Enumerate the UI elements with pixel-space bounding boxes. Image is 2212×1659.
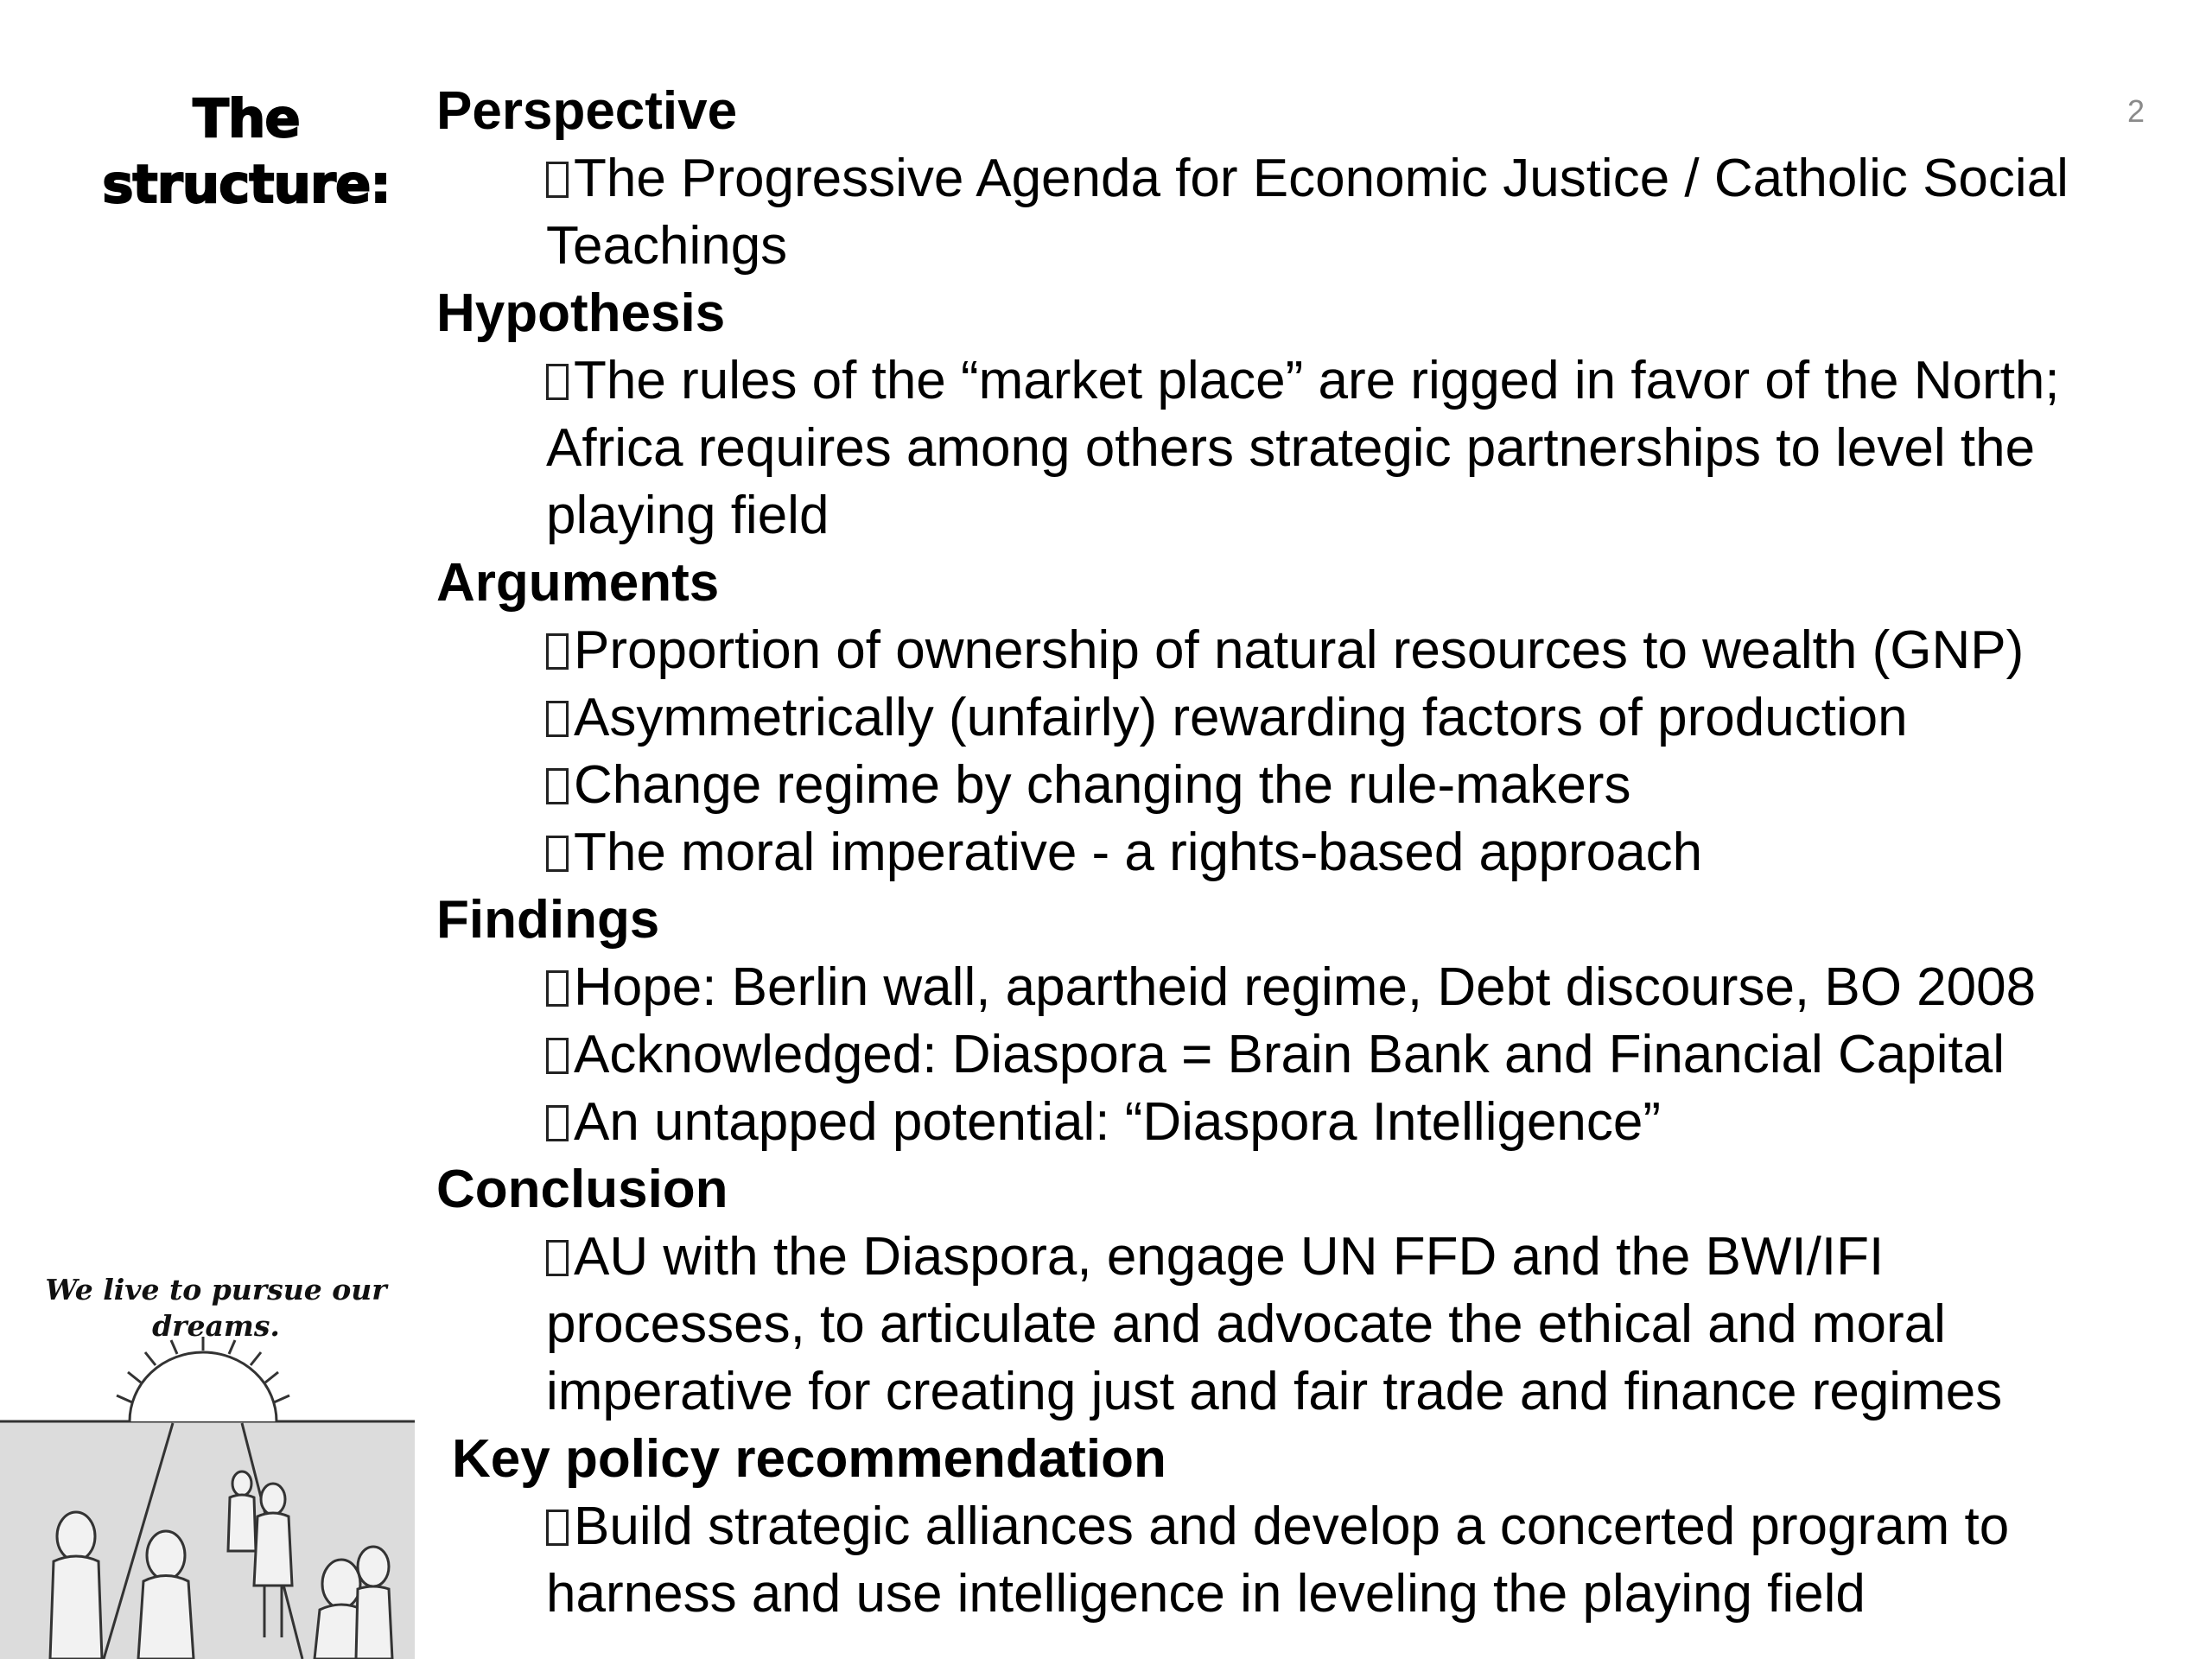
section-heading: Perspective <box>436 81 738 141</box>
sun-icon <box>117 1337 289 1421</box>
bullet-item <box>436 1021 2113 1089</box>
bullet-item <box>436 752 2113 819</box>
bullet-text: The rules of the “market place” are rigged in favor of the North; Africa requires among others strategic partnerships to level the playing field <box>546 351 2060 545</box>
bullet-item <box>436 347 2113 550</box>
section-heading: Findings <box>436 890 660 950</box>
section-heading: Arguments <box>436 553 720 613</box>
bullet-item <box>436 145 2113 280</box>
section-heading: Key policy recommendation <box>452 1429 1166 1489</box>
section-4 <box>436 887 2173 1156</box>
bullet-text: Acknowledged: Diaspora = Brain Bank and Financial Capital <box>574 1025 2005 1084</box>
section-heading: Hypothesis <box>436 283 726 343</box>
missing-glyph-bullet-icon <box>546 836 569 872</box>
section-6 <box>436 1426 2173 1628</box>
missing-glyph-bullet-icon <box>546 633 569 670</box>
people-walking-toward-sunrise-illustration <box>0 1257 415 1659</box>
bullet-item <box>436 1224 2113 1426</box>
missing-glyph-bullet-icon <box>546 970 569 1007</box>
missing-glyph-bullet-icon <box>546 1240 569 1276</box>
slide-title-text: The structure: <box>102 88 391 215</box>
bullet-item <box>436 684 2113 752</box>
missing-glyph-bullet-icon <box>546 1038 569 1074</box>
missing-glyph-bullet-icon <box>546 364 569 400</box>
missing-glyph-bullet-icon <box>546 1510 569 1546</box>
bullet-item <box>436 617 2113 684</box>
bullet-text: Change regime by changing the rule-makers <box>574 755 1631 815</box>
slide-title <box>82 86 410 218</box>
illustration-caption: We live to pursue our dreams. <box>45 1273 387 1343</box>
bullet-text: Hope: Berlin wall, apartheid regime, Debt discourse, BO 2008 <box>574 957 2037 1017</box>
slide-content <box>436 78 2173 1628</box>
section-heading: Conclusion <box>436 1160 728 1219</box>
bullet-item <box>436 954 2113 1021</box>
bullet-item <box>436 819 2113 887</box>
missing-glyph-bullet-icon <box>546 768 569 804</box>
bullet-item <box>436 1493 2113 1628</box>
bullet-item <box>436 1089 2113 1156</box>
bullet-text: The Progressive Agenda for Economic Justice / Catholic Social Teachings <box>546 149 2069 276</box>
missing-glyph-bullet-icon <box>546 701 569 737</box>
section-1 <box>436 78 2173 280</box>
section-2 <box>436 280 2173 550</box>
section-3 <box>436 550 2173 887</box>
bullet-text: AU with the Diaspora, engage UN FFD and the BWI/IFI processes, to articulate and advocate the ethical and moral imperative for creating just and fair trade and finance regimes <box>546 1227 2003 1421</box>
bullet-text: Proportion of ownership of natural resources to wealth (GNP) <box>574 620 2024 680</box>
section-5 <box>436 1156 2173 1426</box>
slide-number: 2 <box>2127 93 2145 129</box>
missing-glyph-bullet-icon <box>546 1105 569 1141</box>
bullet-text: Build strategic alliances and develop a concerted program to harness and use intelligence in leveling the playing field <box>546 1497 2010 1624</box>
bullet-text: Asymmetrically (unfairly) rewarding factors of production <box>574 688 1908 747</box>
missing-glyph-bullet-icon <box>546 162 569 198</box>
bullet-text: An untapped potential: “Diaspora Intelligence” <box>574 1092 1662 1152</box>
bullet-text: The moral imperative - a rights-based approach <box>574 823 1703 882</box>
